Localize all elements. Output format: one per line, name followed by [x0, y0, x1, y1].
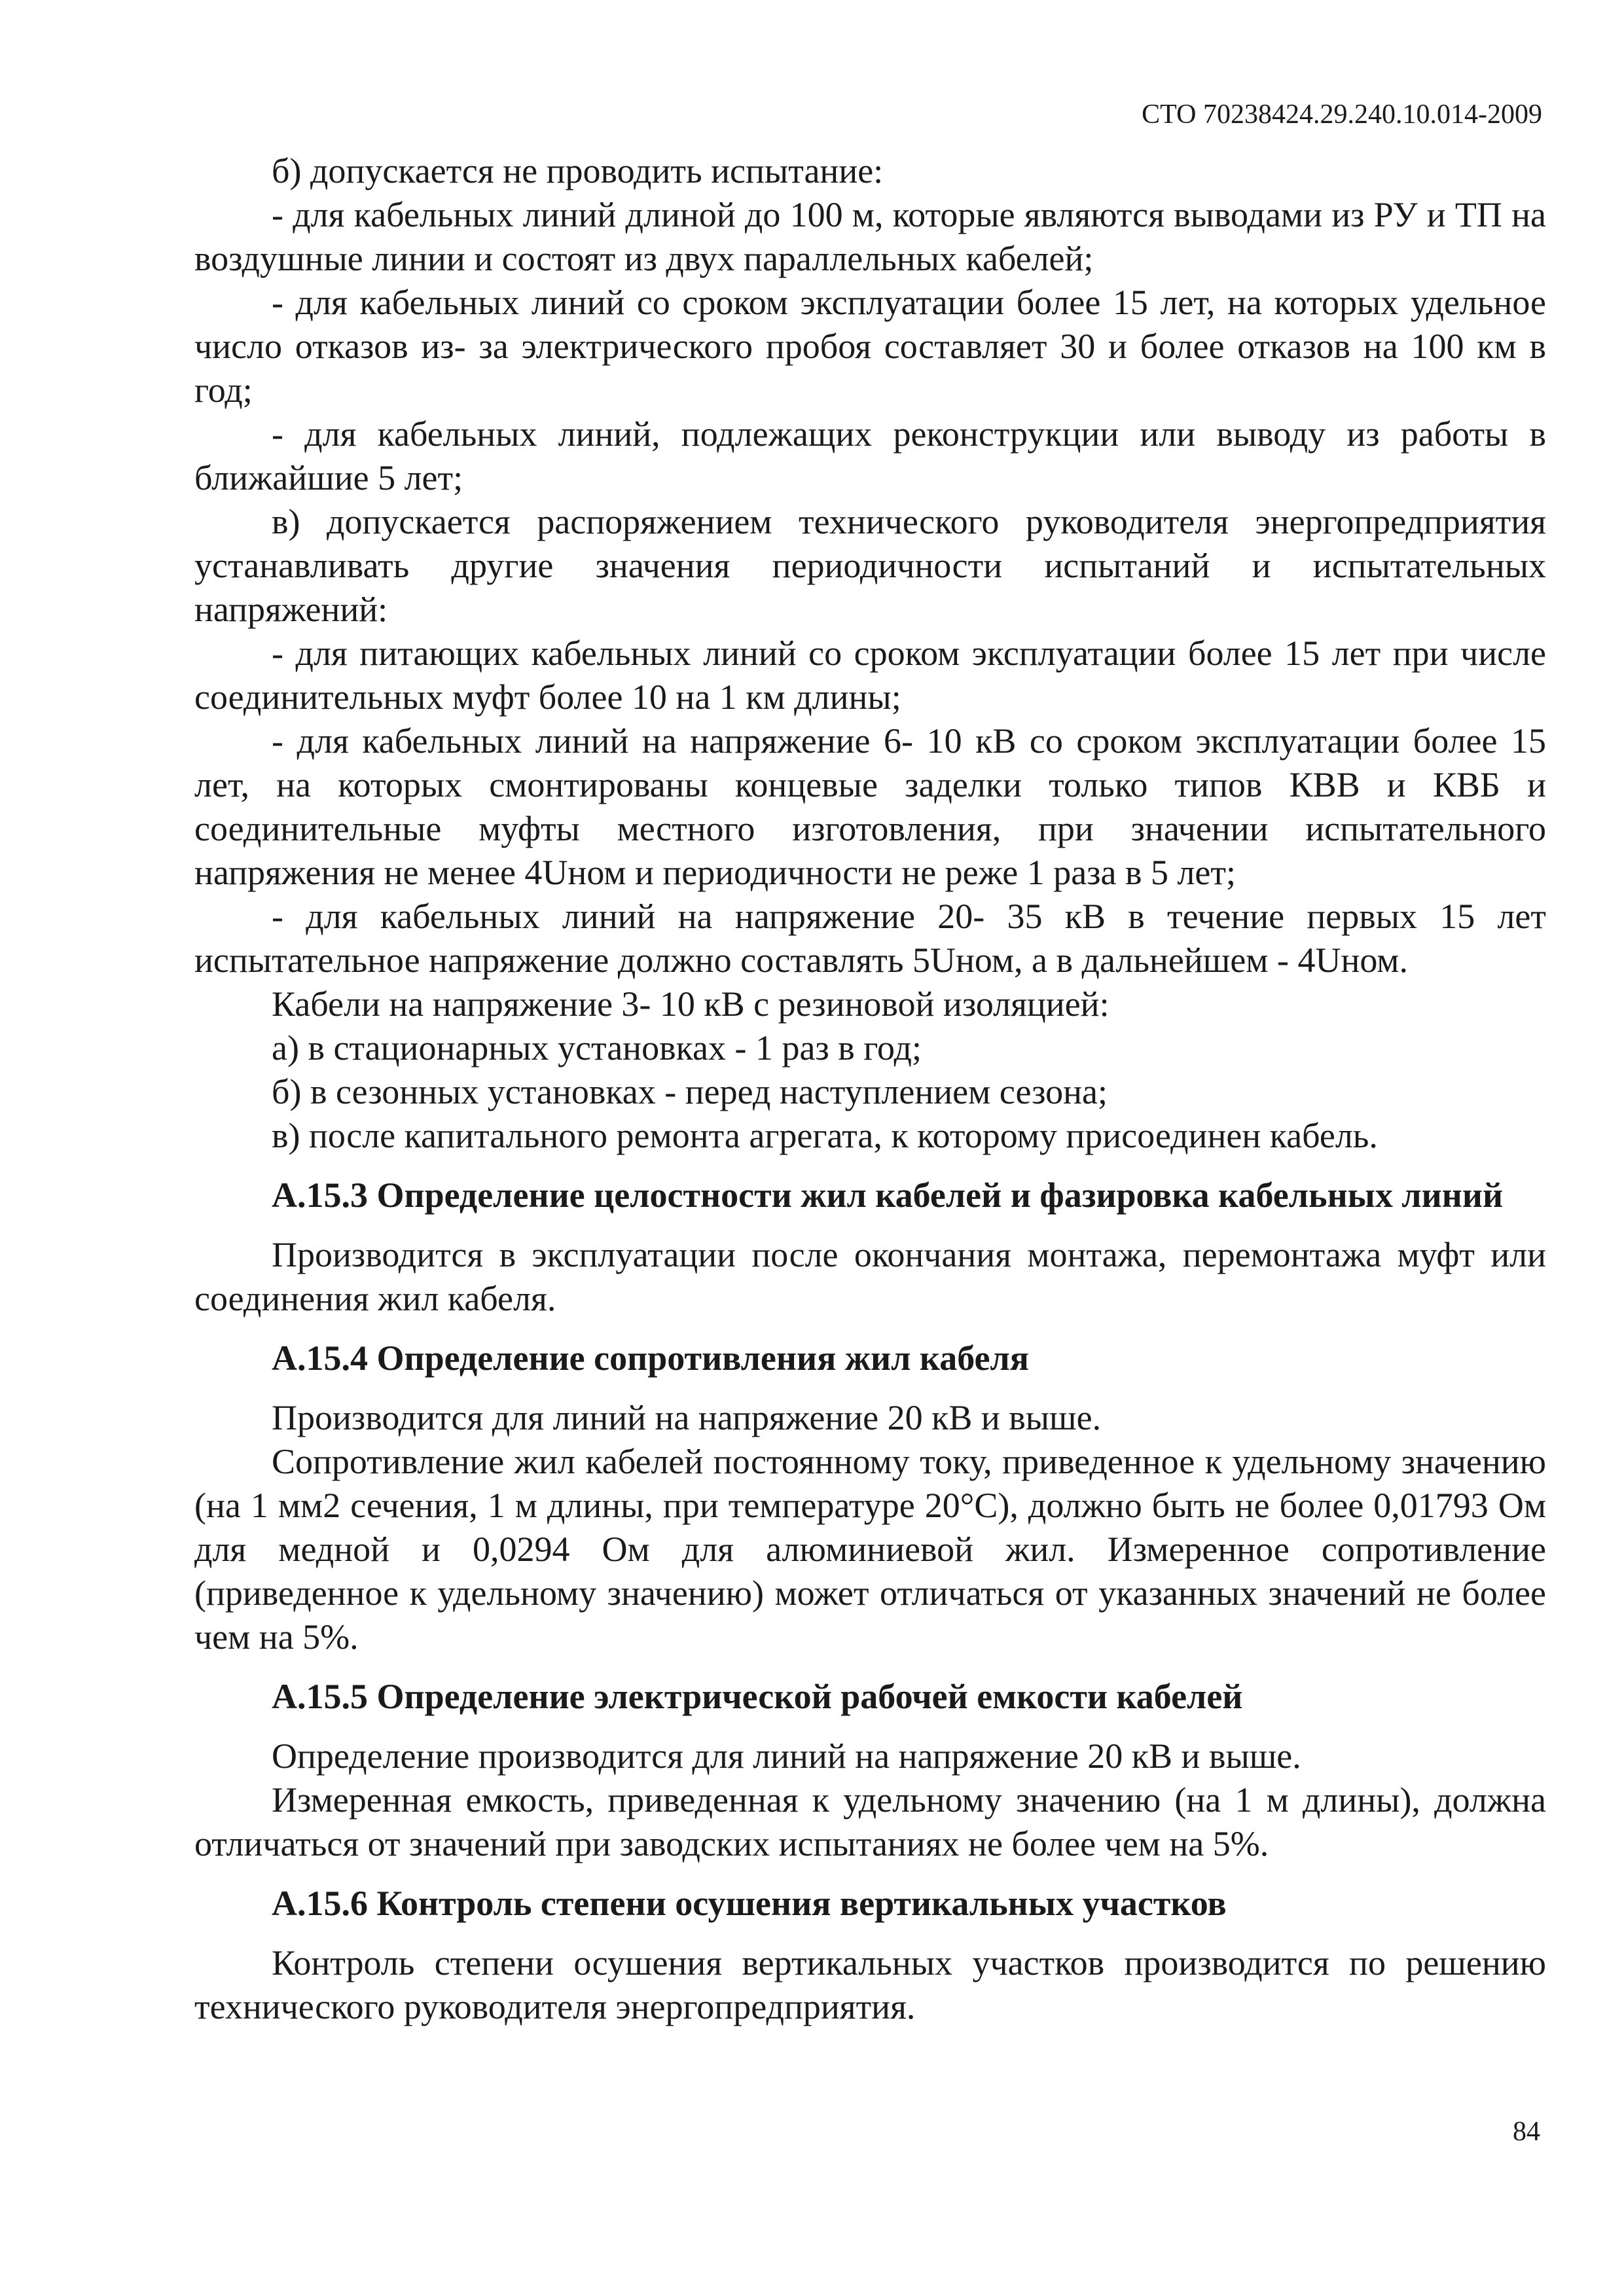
- paragraph: а) в стационарных установках - 1 раз в год;: [272, 1028, 922, 1067]
- paragraph: - для питающих кабельных линий со сроком эксплуатации более 15 лет при числе соединительных муфт более 10 на 1 км длины;: [194, 634, 1546, 717]
- paragraph: Производится в эксплуатации после окончания монтажа, перемонтажа муфт или соединения жил кабеля.: [194, 1235, 1546, 1318]
- paragraph: Сопротивление жил кабелей постоянному току, приведенное к удельному значению (на 1 мм2 сечения, 1 м длины, при температуре 20°С), должно быть не более 0,01793 Ом для медной и 0,0294 Ом для алюминиевой жил. Измеренное сопротивление (приведенное к удельному значению) может отличаться от указанных значений не более чем на 5%.: [194, 1442, 1546, 1657]
- paragraph: в) после капитального ремонта агрегата, к которому присоединен кабель.: [272, 1116, 1378, 1155]
- section-heading-a-15-5: А.15.5 Определение электрической рабочей емкости кабелей: [272, 1677, 1243, 1716]
- document-body: [194, 149, 1546, 2029]
- page-number: 84: [1513, 2117, 1540, 2147]
- paragraph: Контроль степени осушения вертикальных участков производится по решению технического руководителя энергопредприятия.: [194, 1943, 1546, 2026]
- paragraph: б) допускается не проводить испытание:: [272, 151, 884, 190]
- paragraph: - для кабельных линий на напряжение 6- 10 кВ со сроком эксплуатации более 15 лет, на которых смонтированы концевые заделки только типов КВВ и КВБ и соединительные муфты местного изготовления, при значении испытательного напряжения не менее 4Uном и периодичности не реже 1 раза в 5 лет;: [194, 721, 1546, 892]
- paragraph: в) допускается распоряжением технического руководителя энергопредприятия устанавливать другие значения периодичности испытаний и испытательных напряжений:: [194, 502, 1546, 629]
- document-code-header: СТО 70238424.29.240.10.014-2009: [1142, 99, 1542, 130]
- paragraph: - для кабельных линий на напряжение 20- 35 кВ в течение первых 15 лет испытательное напряжение должно составлять 5Uном, а в дальнейшем - 4Uном.: [194, 897, 1546, 980]
- paragraph: б) в сезонных установках - перед наступлением сезона;: [272, 1072, 1108, 1111]
- paragraph: Кабели на напряжение 3- 10 кВ с резиновой изоляцией:: [272, 984, 1110, 1024]
- section-heading-a-15-6: А.15.6 Контроль степени осушения вертикальных участков: [272, 1884, 1227, 1923]
- paragraph: Измеренная емкость, приведенная к удельному значению (на 1 м длины), должна отличаться от значений при заводских испытаниях не более чем на 5%.: [194, 1780, 1546, 1863]
- paragraph: - для кабельных линий со сроком эксплуатации более 15 лет, на которых удельное число отказов из- за электрического пробоя составляет 30 и более отказов на 100 км в год;: [194, 283, 1546, 410]
- paragraph: Определение производится для линий на напряжение 20 кВ и выше.: [272, 1736, 1301, 1776]
- section-heading-a-15-3: А.15.3 Определение целостности жил кабелей и фазировка кабельных линий: [272, 1175, 1504, 1215]
- paragraph: - для кабельных линий длиной до 100 м, которые являются выводами из РУ и ТП на воздушные линии и состоят из двух параллельных кабелей;: [194, 195, 1546, 278]
- paragraph: - для кабельных линий, подлежащих реконструкции или выводу из работы в ближайшие 5 лет;: [194, 414, 1546, 497]
- section-heading-a-15-4: А.15.4 Определение сопротивления жил кабеля: [272, 1338, 1029, 1378]
- paragraph: Производится для линий на напряжение 20 кВ и выше.: [272, 1398, 1102, 1437]
